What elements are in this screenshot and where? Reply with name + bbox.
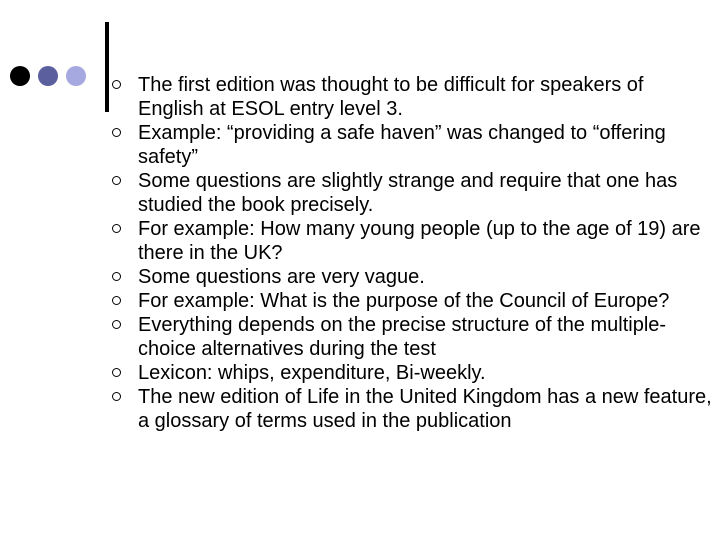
bullet-text: Everything depends on the precise structure of the multiple-choice alternatives during the test (138, 314, 667, 360)
hollow-circle-icon (112, 272, 121, 281)
bullet-item (112, 217, 712, 265)
hollow-circle-icon (112, 320, 121, 329)
bullet-item (112, 73, 712, 121)
bullet-text: Some questions are very vague. (138, 266, 425, 288)
bullet-text: For example: What is the purpose of the Council of Europe? (138, 290, 670, 312)
bullet-item (112, 169, 712, 217)
bullet-text: Example: “providing a safe haven” was changed to “offering safety” (138, 122, 666, 168)
bullet-item (112, 385, 712, 433)
dot-1 (10, 66, 30, 86)
hollow-circle-icon (112, 392, 121, 401)
divider-line (105, 22, 109, 112)
bullet-text: For example: How many young people (up to the age of 19) are there in the UK? (138, 218, 701, 264)
bullet-item (112, 313, 712, 361)
decorative-dots (10, 66, 86, 86)
dot-2 (38, 66, 58, 86)
hollow-circle-icon (112, 128, 121, 137)
bullet-item (112, 361, 712, 385)
bullet-text: Some questions are slightly strange and require that one has studied the book precisely. (138, 170, 678, 216)
hollow-circle-icon (112, 368, 121, 377)
hollow-circle-icon (112, 176, 121, 185)
bullet-text: Lexicon: whips, expenditure, Bi-weekly. (138, 362, 486, 384)
bullet-list (112, 73, 712, 433)
bullet-text: The first edition was thought to be difficult for speakers of English at ESOL entry level 3. (138, 74, 644, 120)
bullet-item (112, 121, 712, 169)
bullet-item (112, 289, 712, 313)
bullet-text: The new edition of Life in the United Kingdom has a new feature, a glossary of terms used in the publication (138, 386, 712, 432)
dot-3 (66, 66, 86, 86)
hollow-circle-icon (112, 80, 121, 89)
hollow-circle-icon (112, 224, 121, 233)
bullet-item (112, 265, 712, 289)
hollow-circle-icon (112, 296, 121, 305)
